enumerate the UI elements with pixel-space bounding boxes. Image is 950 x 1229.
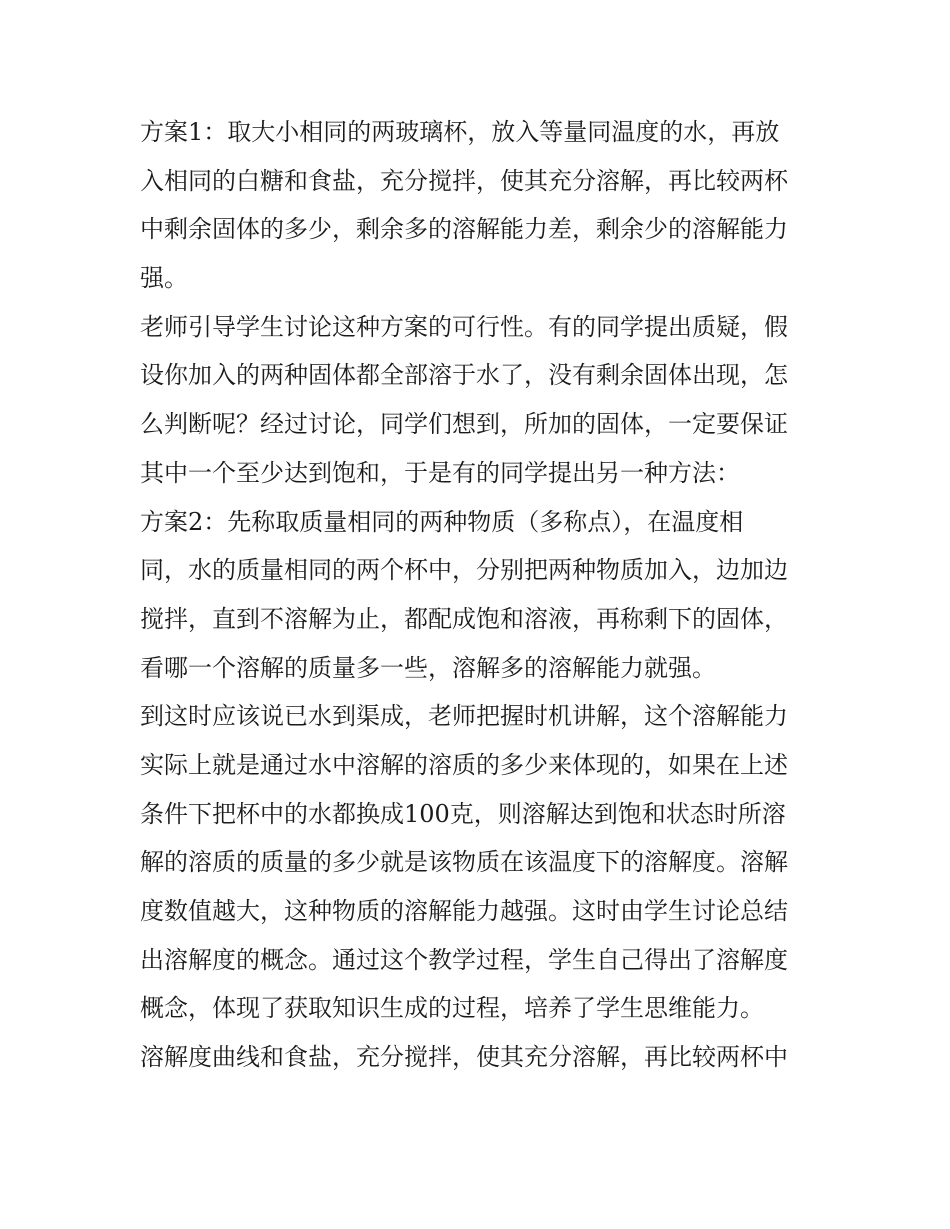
text-line-15: 条件下把杯中的水都换成100克，则溶解达到饱和状态时所溶	[140, 799, 786, 828]
text-line-19: 概念，体现了获取知识生成的过程，培养了学生思维能力。	[140, 994, 764, 1023]
text-line-2: 入相同的白糖和食盐，充分搅拌，使其充分溶解，再比较两杯	[140, 166, 788, 195]
text-line-7: 么判断呢？经过讨论，同学们想到，所加的固体，一定要保证	[140, 410, 788, 439]
text-line-4: 强。	[140, 264, 188, 293]
text-line-10: 同，水的质量相同的两个杯中，分别把两种物质加入，边加边	[140, 556, 788, 585]
text-line-14: 实际上就是通过水中溶解的溶质的多少来体现的，如果在上述	[140, 750, 788, 779]
text-line-13: 到这时应该说已水到渠成，老师把握时机讲解，这个溶解能力	[140, 702, 788, 731]
text-line-17: 度数值越大，这种物质的溶解能力越强。这时由学生讨论总结	[140, 897, 788, 925]
text-line-11: 搅拌，直到不溶解为止，都配成饱和溶液，再称剩下的固体，	[140, 604, 788, 633]
text-line-16: 解的溶质的质量的多少就是该物质在该温度下的溶解度。溶解	[140, 848, 788, 877]
text-line-8: 其中一个至少达到饱和，于是有的同学提出另一种方法：	[140, 458, 740, 487]
text-line-20: 溶解度曲线和食盐，充分搅拌，使其充分溶解，再比较两杯中	[140, 1043, 788, 1072]
text-line-12: 看哪一个溶解的质量多一些，溶解多的溶解能力就强。	[140, 653, 716, 682]
text-line-1: 方案1：取大小相同的两玻璃杯，放入等量同温度的水，再放	[140, 118, 780, 146]
text-line-18: 出溶解度的概念。通过这个教学过程，学生自己得出了溶解度	[140, 945, 788, 974]
text-line-3: 中剩余固体的多少，剩余多的溶解能力差，剩余少的溶解能力	[140, 215, 788, 244]
text-line-5: 老师引导学生讨论这种方案的可行性。有的同学提出质疑，假	[140, 312, 788, 341]
text-line-6: 设你加入的两种固体都全部溶于水了，没有剩余固体出现，怎	[140, 361, 788, 390]
document-body	[140, 108, 830, 1082]
text-line-9: 方案2：先称取质量相同的两种物质（多称点），在温度相	[140, 507, 744, 536]
